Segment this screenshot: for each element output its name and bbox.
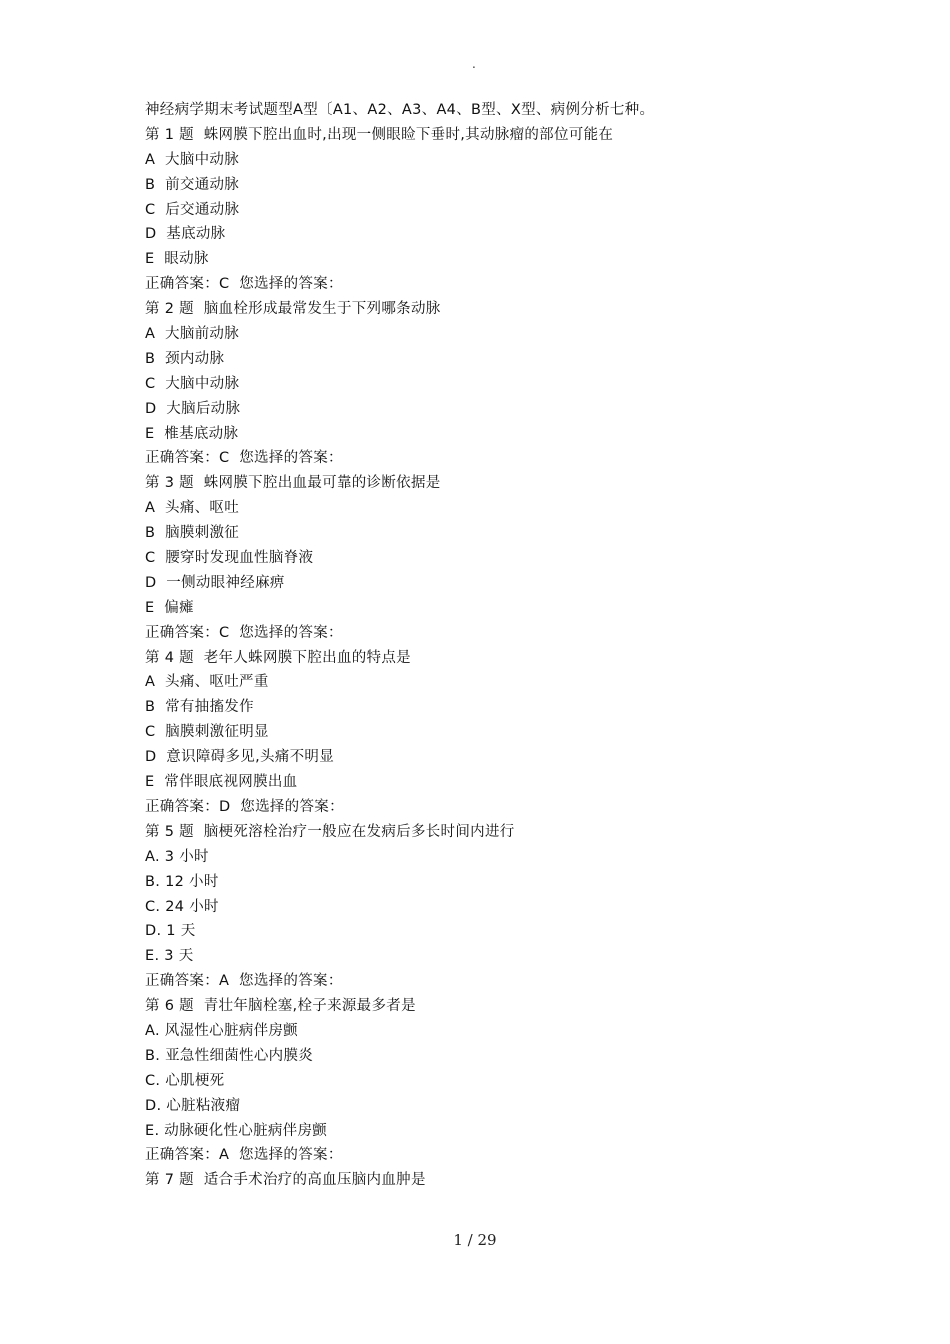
option: D. 心脏粘液瘤 <box>145 1097 241 1114</box>
answer-line: 正确答案：A 您选择的答案： <box>145 973 343 990</box>
option: D. 1 天 <box>145 923 196 940</box>
option: C 后交通动脉 <box>145 201 240 218</box>
option: A 大脑前动脉 <box>145 326 240 343</box>
question-stem: 第 5 题 脑梗死溶栓治疗一般应在发病后多长时间内进行 <box>145 823 515 840</box>
question-stem: 第 1 题 蛛网膜下腔出血时,出现一侧眼睑下垂时,其动脉瘤的部位可能在 <box>145 126 614 143</box>
option: A. 风湿性心脏病伴房颤 <box>145 1022 298 1039</box>
option: A 头痛、呕吐严重 <box>145 674 269 691</box>
option: B. 亚急性细菌性心内膜炎 <box>145 1047 314 1064</box>
question-stem: 第 6 题 青壮年脑栓塞,栓子来源最多者是 <box>145 998 416 1015</box>
question-stem: 第 2 题 脑血栓形成最常发生于下列哪条动脉 <box>145 301 441 318</box>
option: B 脑膜刺激征 <box>145 525 240 542</box>
option: B 前交通动脉 <box>145 176 240 193</box>
option: D 意识障碍多见,头痛不明显 <box>145 749 334 766</box>
option: A 大脑中动脉 <box>145 151 240 168</box>
option: E 偏瘫 <box>145 599 194 616</box>
question-stem: 第 4 题 老年人蛛网膜下腔出血的特点是 <box>145 649 411 666</box>
header-mark: . <box>472 57 476 71</box>
question-stem: 第 7 题 适合手术治疗的高血压脑内血肿是 <box>145 1172 426 1189</box>
option: D 一侧动眼神经麻痹 <box>145 574 285 591</box>
option: A 头痛、呕吐 <box>145 500 240 517</box>
option: C. 心肌梗死 <box>145 1072 225 1089</box>
option: E 眼动脉 <box>145 251 209 268</box>
page-number: 1 / 29 <box>453 1231 497 1249</box>
document-title: 神经病学期末考试题型A型〔A1、A2、A3、A4、B型、X型、病例分析七种。 <box>145 102 655 118</box>
answer-line: 正确答案：A 您选择的答案： <box>145 1147 343 1164</box>
option: C 大脑中动脉 <box>145 375 240 392</box>
option: B 常有抽搐发作 <box>145 699 254 716</box>
option: C 腰穿时发现血性脑脊液 <box>145 550 314 567</box>
option: C. 24 小时 <box>145 898 219 915</box>
answer-line: 正确答案：C 您选择的答案： <box>145 624 343 641</box>
option: D 基底动脉 <box>145 226 226 243</box>
option: E. 动脉硬化性心脏病伴房颤 <box>145 1122 328 1139</box>
answer-line: 正确答案：C 您选择的答案： <box>145 450 343 467</box>
option: E 椎基底动脉 <box>145 425 239 442</box>
option: E. 3 天 <box>145 948 194 965</box>
option: C 脑膜刺激征明显 <box>145 724 269 741</box>
option: D 大脑后动脉 <box>145 400 241 417</box>
question-stem: 第 3 题 蛛网膜下腔出血最可靠的诊断依据是 <box>145 475 441 492</box>
answer-line: 正确答案：C 您选择的答案： <box>145 276 343 293</box>
option: B 颈内动脉 <box>145 350 225 367</box>
answer-line: 正确答案：D 您选择的答案： <box>145 798 344 815</box>
option: B. 12 小时 <box>145 873 219 890</box>
option: E 常伴眼底视网膜出血 <box>145 774 298 791</box>
exam-content <box>145 98 845 1193</box>
option: A. 3 小时 <box>145 848 209 865</box>
